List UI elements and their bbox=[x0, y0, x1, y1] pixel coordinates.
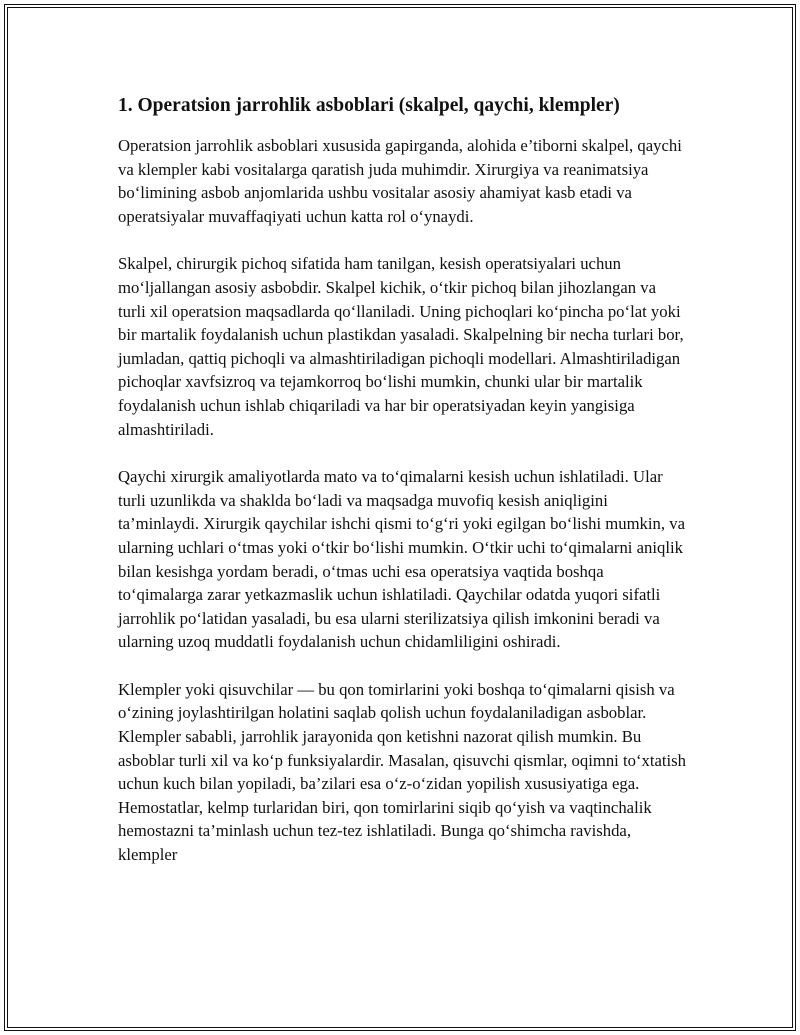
paragraph-scalpel: Skalpel, chirurgik pichoq sifatida ham tanilgan, kesish operatsiyalari uchun mo‘ljallangan asosiy asbobdir. Skalpel kichik, o‘tkir pichoq bilan jihozlangan va turli xil operatsion maqsadlarda qo‘llaniladi. Uning pichoqlari ko‘pincha po‘lat yoki bir martalik foydalanish uchun plastikdan yasaladi. Skalpelning bir necha turlari bor, jumladan, qattiq pichoqli va almashtiriladigan pichoqli modellari. Almashtiriladigan pichoqlar xavfsizroq va tejamkorroq bo‘lishi mumkin, chunki ular bir martalik foydalanish uchun ishlab chiqariladi va har bir operatsiyadan keyin yangisiga almashtiriladi. bbox=[118, 254, 684, 439]
section-heading: 1. Operatsion jarrohlik asboblari (skalpel, qaychi, klempler) bbox=[118, 95, 620, 116]
document-body bbox=[118, 92, 688, 891]
paragraph-clamps: Klempler yoki qisuvchilar — bu qon tomirlarini yoki boshqa to‘qimalarni qisish va o‘zining joylashtirilgan holatini saqlab qolish uchun foydalaniladigan asboblar. Klempler sababli, jarrohlik jarayonida qon ketishni nazorat qilish mumkin. Bu asboblar turli xil va ko‘p funksiyalardir. Masalan, qisuvchi qismlar, oqimni to‘xtatish uchun kuch bilan yopiladi, ba’zilari esa o‘z-o‘zidan yopilish xususiyatiga ega. Hemostatlar, kelmp turlaridan biri, qon tomirlarini siqib qo‘yish va vaqtinchalik hemostazni ta’minlash uchun tez-tez ishlatiladi. Bunga qo‘shimcha ravishda, klempler bbox=[118, 679, 687, 865]
paragraph-intro: Operatsion jarrohlik asboblari xususida gapirganda, alohida e’tiborni skalpel, qaychi va klempler kabi vositalarga qaratish juda muhimdir. Xirurgiya va reanimatsiya bo‘limining asbob anjomlarida ushbu vositalar asosiy ahamiyat kasb etadi va operatsiyalar muvaffaqiyati uchun katta rol o‘ynaydi. bbox=[118, 136, 682, 226]
paragraph-scissors: Qaychi xirurgik amaliyotlarda mato va to‘qimalarni kesish uchun ishlatiladi. Ular turli uzunlikda va shaklda bo‘ladi va maqsadga muvofiq kesish aniqligini ta’minlaydi. Xirurgik qaychilar ishchi qismi to‘g‘ri yoki egilgan bo‘lishi mumkin, va ularning uchlari o‘tmas yoki o‘tkir bo‘lishi mumkin. O‘tkir uchi to‘qimalarni aniqlik bilan kesishga yordam beradi, o‘tmas uchi esa operatsiya vaqtida boshqa to‘qimalarga zarar yetkazmaslik uchun ishlatiladi. Qaychilar odatda yuqori sifatli jarrohlik po‘latidan yasaladi, bu esa ularni sterilizatsiya qilish imkonini beradi va ularning uzoq muddatli foydalanish uchun chidamliligini oshiradi. bbox=[118, 467, 685, 652]
